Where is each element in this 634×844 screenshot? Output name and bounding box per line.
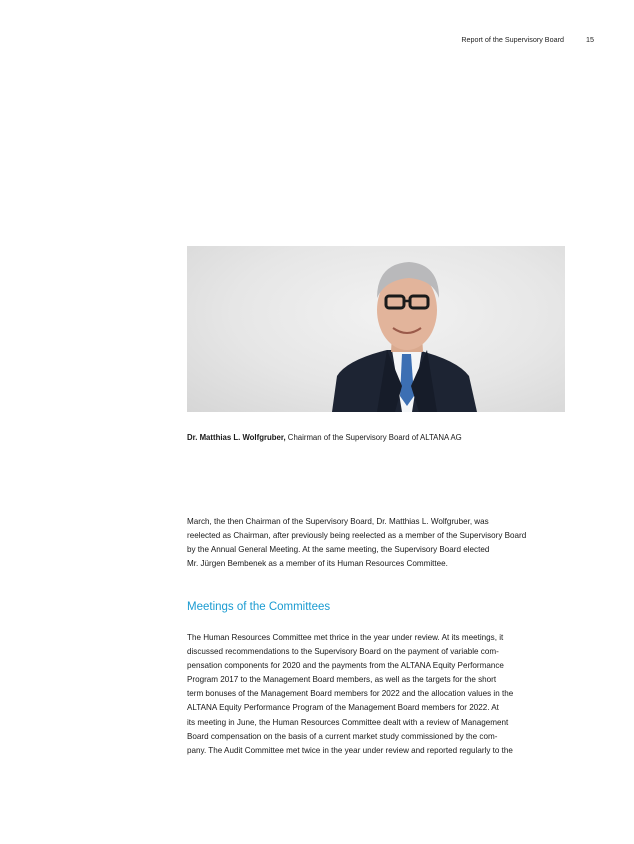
- portrait-photo-icon: [187, 246, 565, 412]
- paragraph-line: discussed recommendations to the Supervisory Board on the payment of variable com-: [187, 647, 499, 657]
- caption-role: Chairman of the Supervisory Board of ALTANA AG: [285, 433, 462, 442]
- body-paragraph-1: [187, 515, 571, 571]
- paragraph-line: March, the then Chairman of the Supervisory Board, Dr. Matthias L. Wolfgruber, was: [187, 517, 489, 526]
- caption-name: Dr. Matthias L. Wolfgruber,: [187, 433, 286, 442]
- paragraph-line: reelected as Chairman, after previously being reelected as a member of the Supervisory Board: [187, 531, 527, 541]
- paragraph-line: The Human Resources Committee met thrice in the year under review. At its meetings, it: [187, 633, 504, 642]
- running-header: [0, 35, 634, 49]
- paragraph-line: Board compensation on the basis of a current market study commissioned by the com-: [187, 731, 498, 741]
- body-paragraph-2: [187, 631, 571, 758]
- section-heading: Meetings of the Committees: [187, 601, 331, 613]
- paragraph-line: Mr. Jürgen Bembenek as a member of its Human Resources Committee.: [187, 559, 448, 569]
- portrait-photo: [187, 246, 565, 412]
- paragraph-line: Program 2017 to the Management Board members, as well as the targets for the short: [187, 675, 497, 685]
- paragraph-line: pany. The Audit Committee met twice in the year under review and reported regularly to the: [187, 745, 513, 755]
- paragraph-line: its meeting in June, the Human Resources Committee dealt with a review of Management: [187, 717, 509, 727]
- header-section-title: Report of the Supervisory Board: [461, 35, 564, 44]
- paragraph-line: ALTANA Equity Performance Program of the Management Board members for 2022. At: [187, 703, 499, 713]
- paragraph-line: by the Annual General Meeting. At the same meeting, the Supervisory Board elected: [187, 545, 490, 555]
- photo-caption: [187, 433, 587, 442]
- page-number: 15: [586, 35, 594, 44]
- paragraph-line: term bonuses of the Management Board members for 2022 and the allocation values in the: [187, 689, 514, 699]
- paragraph-line: pensation components for 2020 and the payments from the ALTANA Equity Performance: [187, 661, 504, 671]
